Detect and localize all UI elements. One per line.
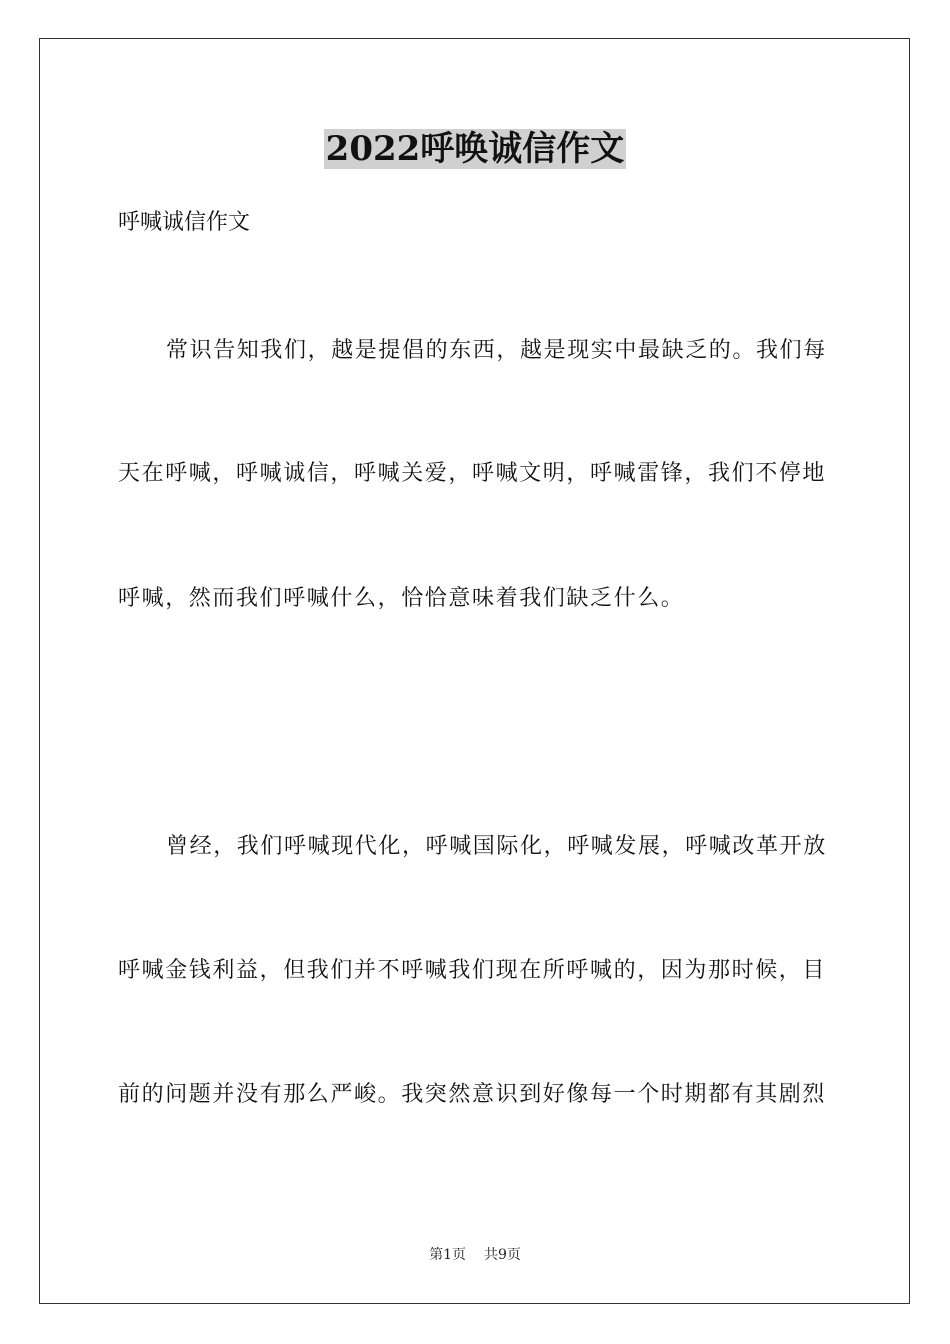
page-total: 共9页 [484,1247,521,1263]
paragraph-line: 曾经，我们呼喊现代化，呼喊国际化，呼喊发展，呼喊改革开放 [166,834,827,859]
document-title-text: 2022呼唤诚信作文 [325,129,625,169]
page-number: 第1页 [429,1247,466,1263]
paragraph-line: 呼喊，然而我们呼喊什么，恰恰意味着我们缺乏什么。 [118,586,685,611]
document-title [0,125,950,173]
paragraph-line: 呼喊金钱利益，但我们并不呼喊我们现在所呼喊的，因为那时候，目 [118,958,827,983]
paragraph-line: 常识告知我们，越是提倡的东西，越是现实中最缺乏的。我们每 [166,338,827,363]
page-footer [0,1245,950,1265]
paragraph-line: 天在呼喊，呼喊诚信，呼喊关爱，呼喊文明，呼喊雷锋，我们不停地 [118,461,827,486]
paragraph-line: 前的问题并没有那么严峻。我突然意识到好像每一个时期都有其剧烈 [118,1082,827,1107]
document-subtitle: 呼喊诚信作文 [118,210,251,235]
